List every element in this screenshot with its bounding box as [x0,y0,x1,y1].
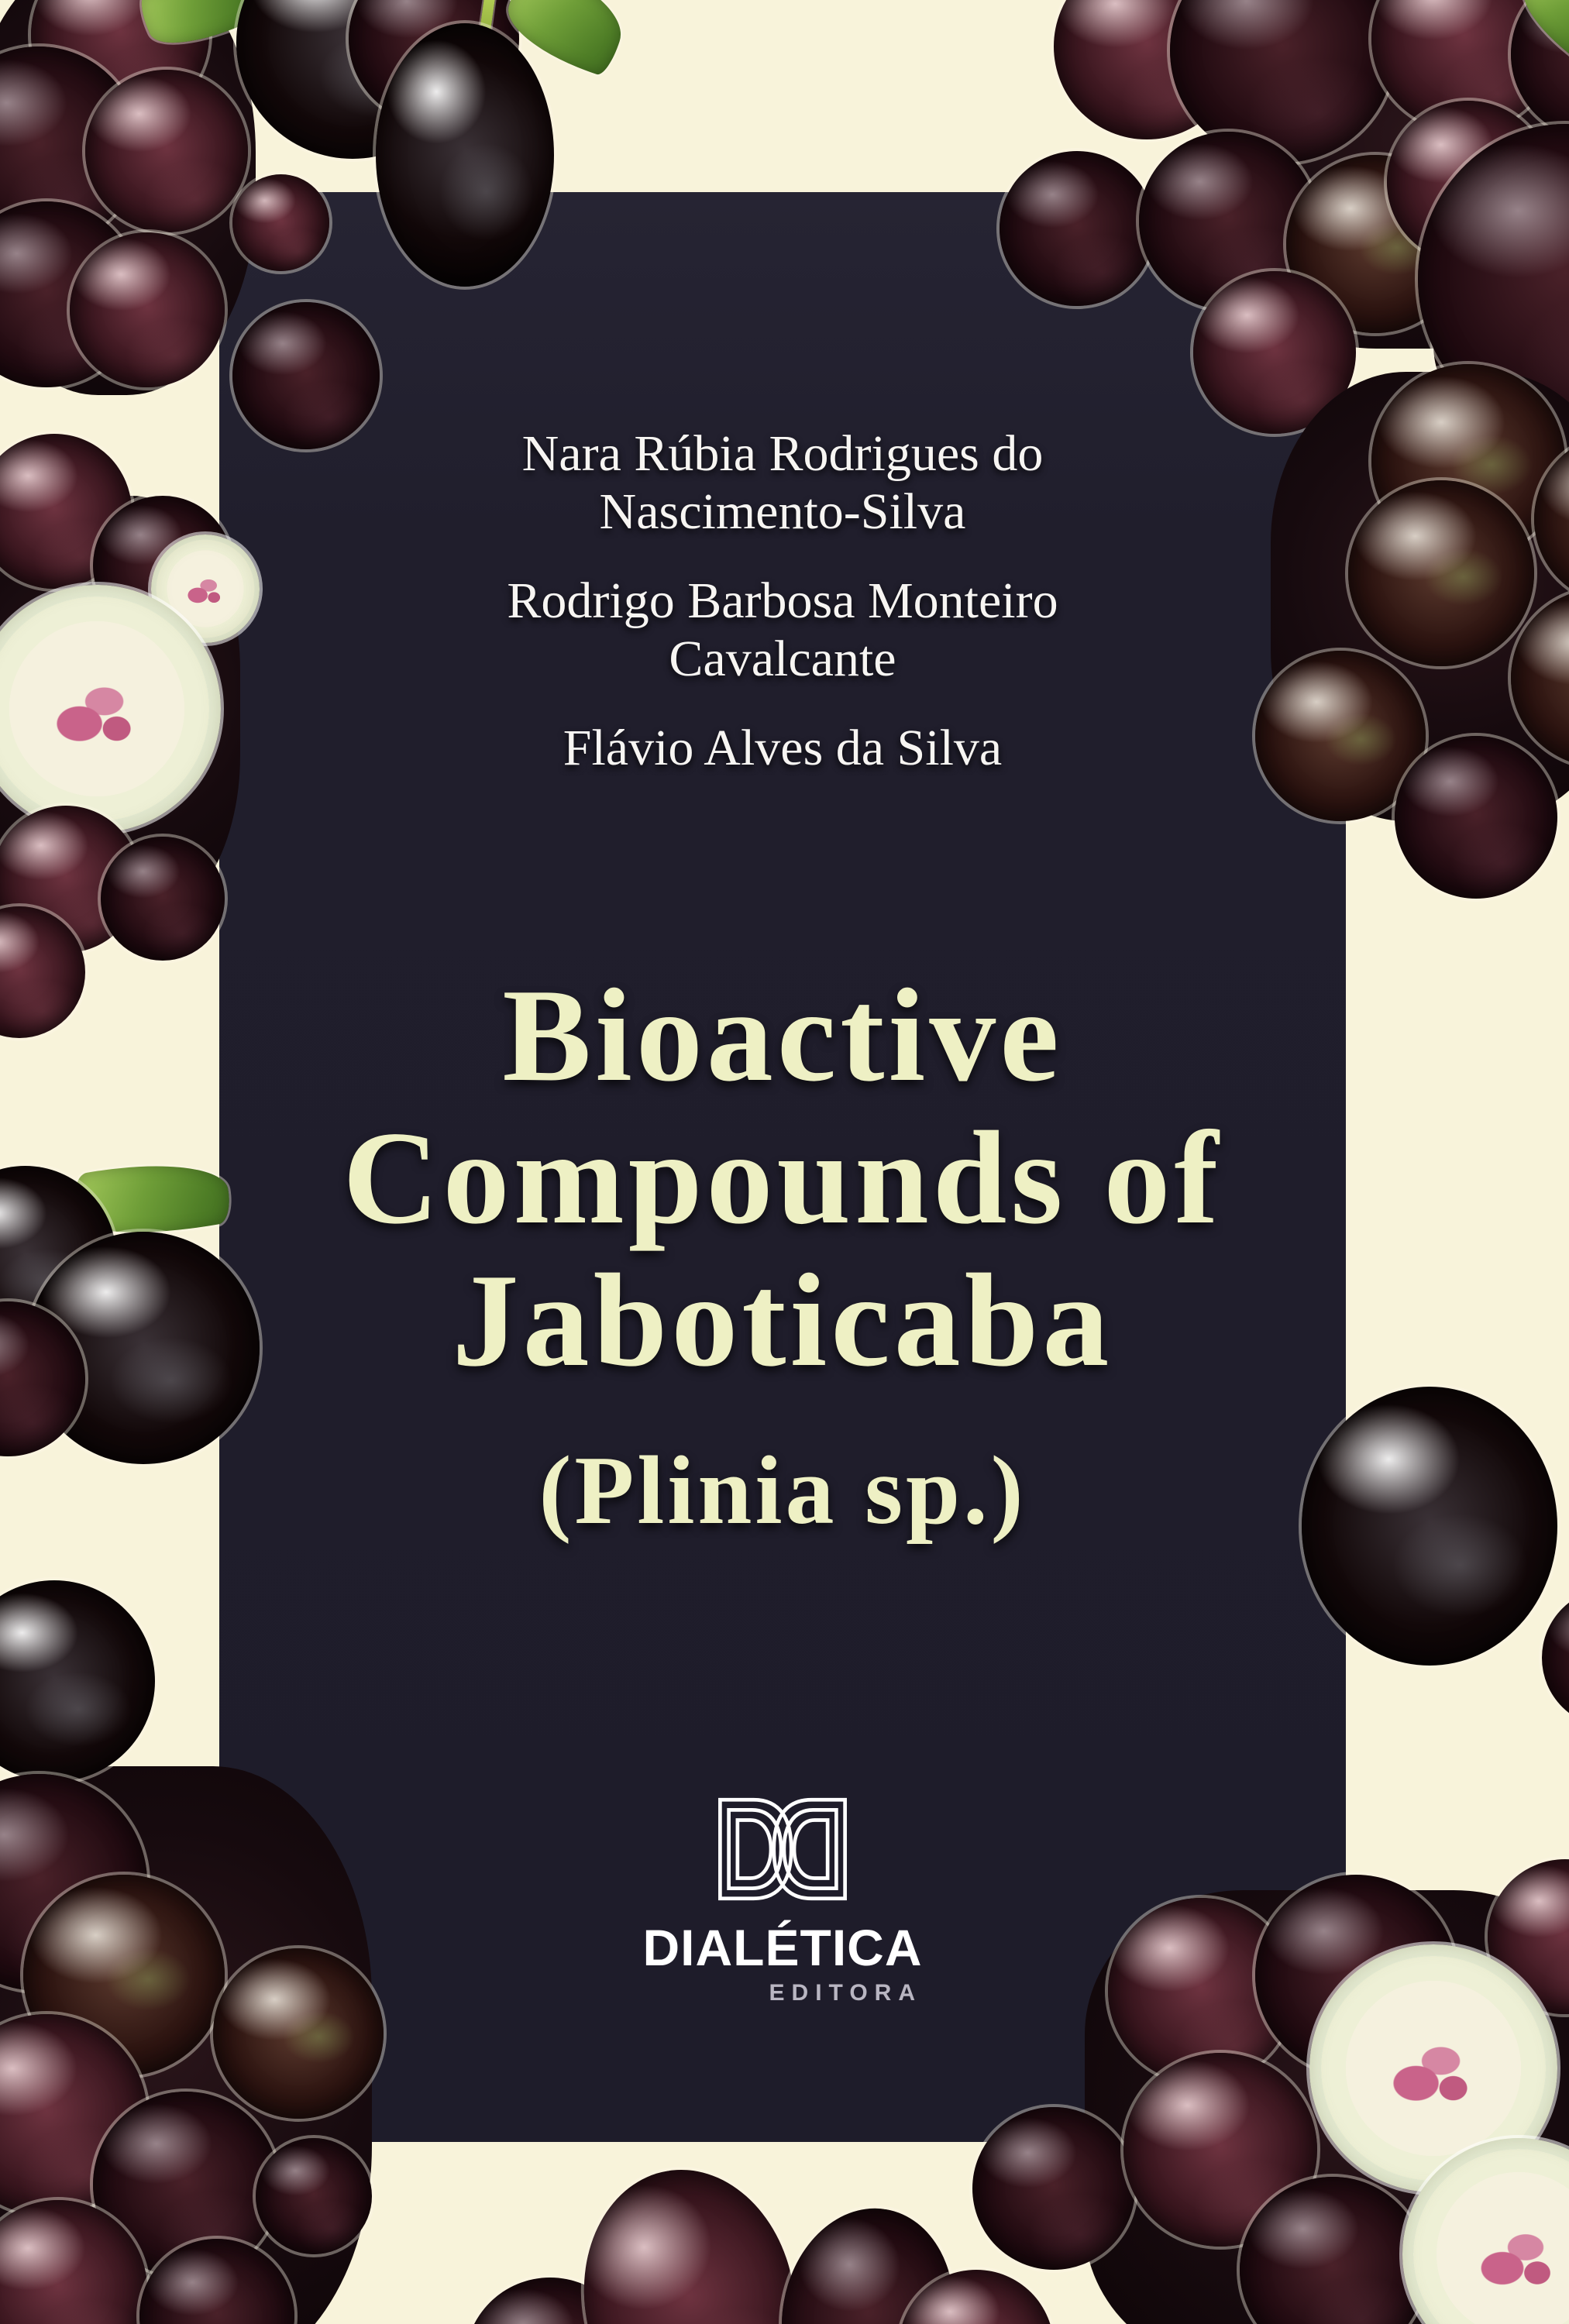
book-title-line: Bioactive [502,962,1063,1109]
jaboticaba-berry-image [101,837,225,961]
jaboticaba-berry-image [0,1774,147,1991]
book-subtitle: (Plinia sp.) [538,1437,1027,1545]
jaboticaba-berry-image [1371,0,1557,132]
jaboticaba-berry-image [1240,2177,1426,2324]
jaboticaba-berry-image [0,46,139,248]
dialetica-logo-icon [709,1791,856,1907]
jaboticaba-berry-image [0,2014,147,2216]
jaboticaba-berry-image [1348,480,1534,666]
jaboticaba-berry-image [0,906,85,1038]
jaboticaba-berry-image [765,2195,970,2324]
book-title [219,964,1346,1392]
jaboticaba-berry-image [1387,101,1550,263]
stem-image [66,1198,122,1274]
book-title-line: Compounds of [342,1105,1223,1252]
jaboticaba-berry-image [236,0,469,159]
author-name: Rodrigo Barbosa Monteiro Cavalcante [507,572,1058,687]
author-block [434,425,1131,808]
jaboticaba-berry-image [0,2200,147,2324]
jaboticaba-berry-image [0,1580,155,1782]
jaboticaba-berry-image [1511,0,1569,139]
photo-backdrop [0,0,256,395]
photo-backdrop [0,496,240,930]
jaboticaba-berry-image [70,232,225,387]
leaf-image [134,0,262,62]
jaboticaba-berry-image [0,1301,85,1456]
jaboticaba-berry-image [1170,0,1395,163]
jaboticaba-berry-image [139,2239,294,2324]
jaboticaba-berry-image [93,496,232,635]
jaboticaba-berry-image [31,0,209,124]
jaboticaba-berry-image [0,806,139,953]
jaboticaba-berry-image [1371,364,1565,558]
leaf-image [1508,0,1569,69]
leaf-image [68,1149,233,1248]
jaboticaba-berry-image [564,2153,816,2324]
jaboticaba-berry-image [23,1875,225,2076]
jaboticaba-berry-image [1488,1859,1569,2014]
publisher-tagline: EDITORA [769,1980,922,2006]
jaboticaba-berry-image [1511,589,1569,767]
jaboticaba-berry-image [1418,124,1569,434]
author-name: Flávio Alves da Silva [563,720,1003,776]
cut-jaboticaba-image [1309,1944,1557,2192]
jaboticaba-berry-image [349,0,519,124]
publisher-name: DIALÉTICA [642,1919,923,1976]
title-panel [219,192,1346,2142]
author-name: Nara Rúbia Rodrigues do Nascimento-Silva [521,425,1044,540]
jaboticaba-berry-image [0,201,139,387]
cut-jaboticaba-image [1402,2138,1569,2324]
jaboticaba-berry-image [1433,256,1569,434]
jaboticaba-berry-image [1534,434,1569,604]
jaboticaba-berry-image [1395,736,1557,899]
jaboticaba-berry-image [1054,0,1240,139]
cut-jaboticaba-image [0,585,221,833]
jaboticaba-berry-image [256,2138,372,2254]
jaboticaba-berry-image [465,2278,635,2324]
book-title-line: Jaboticaba [452,1247,1113,1394]
jaboticaba-berry-image [1542,1588,1569,1728]
stem-image [476,0,496,59]
jaboticaba-berry-image [899,2270,1054,2324]
jaboticaba-berry-image [0,434,132,589]
leaf-image [497,0,635,77]
jaboticaba-berry-image [0,1166,116,1348]
